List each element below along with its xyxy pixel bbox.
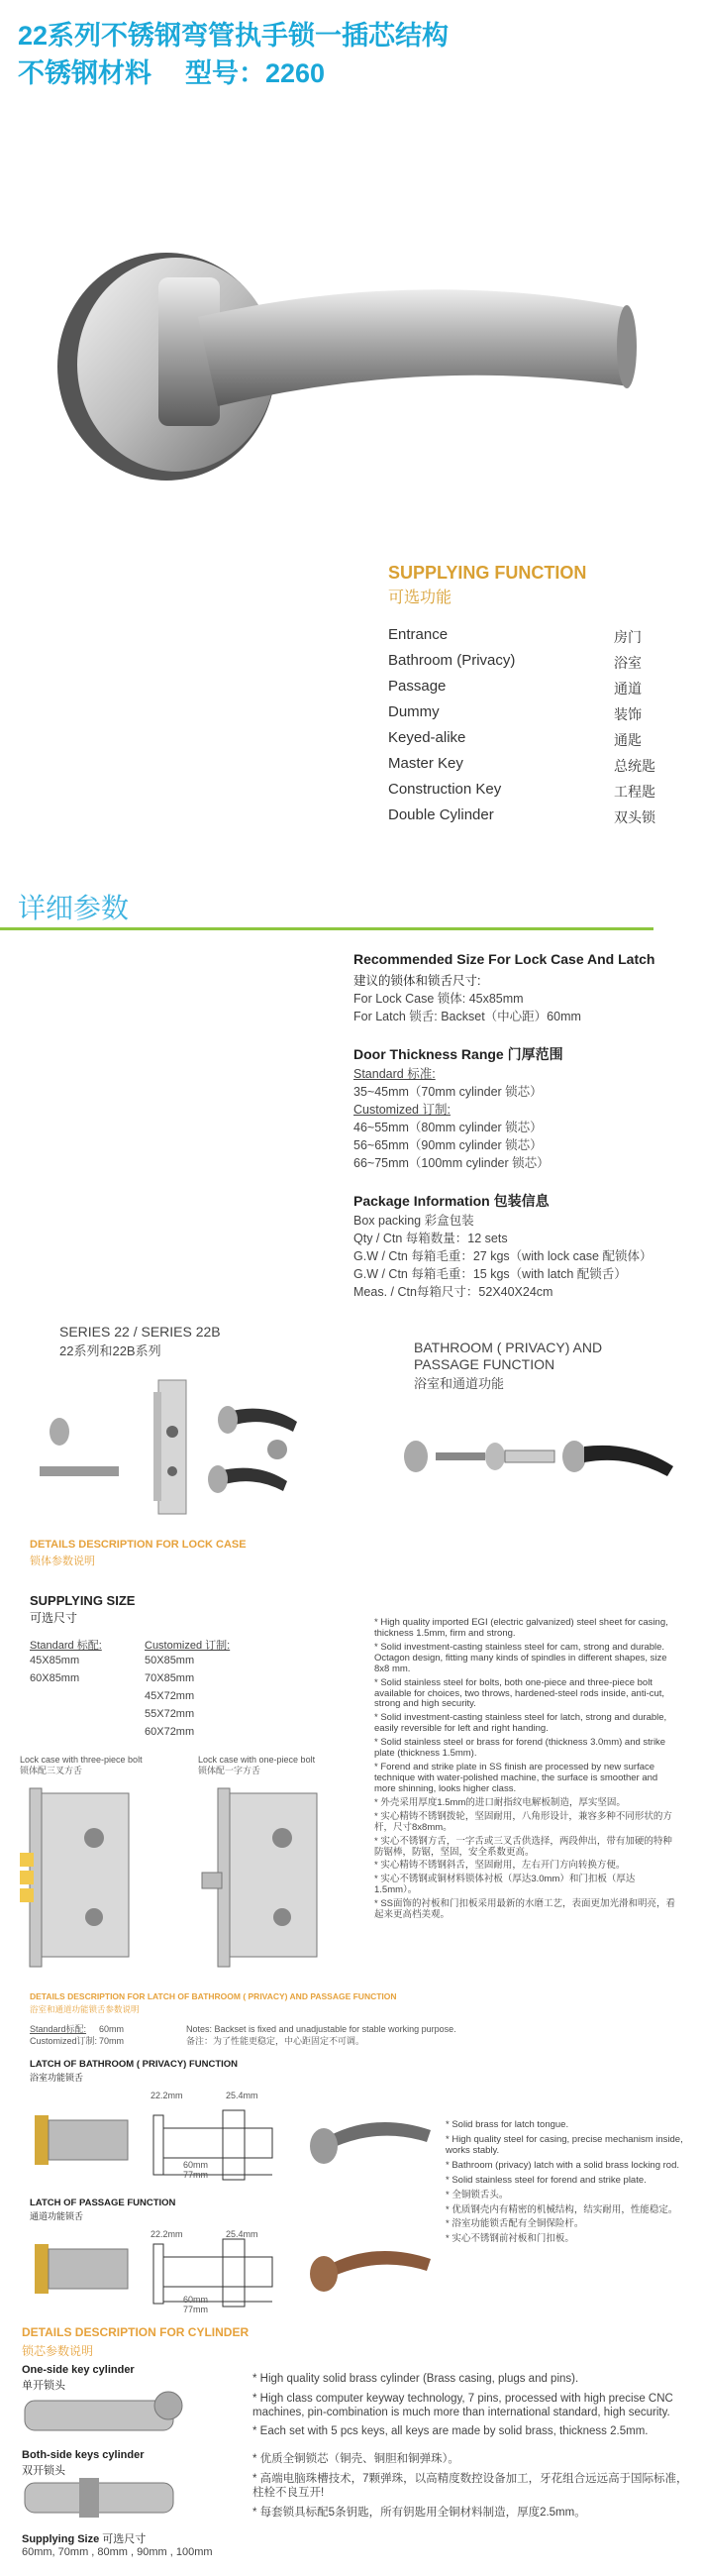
latch-title: DETAILS DESCRIPTION FOR LATCH OF BATHROOM ( PRIVACY) AND PASSAGE FUNCTION xyxy=(30,1991,397,2001)
bullet: * 浴室功能锁舌配有全铜保险杆。 xyxy=(446,2218,584,2230)
caption-zh: 锁体配一字方舌 xyxy=(198,1765,261,1775)
door-standard-value: 35~45mm（70mm cylinder 锁芯） xyxy=(353,1085,543,1099)
dim-label: 77mm xyxy=(183,2305,209,2314)
bullet: * Solid brass for latch tongue. xyxy=(446,2119,569,2130)
bullet: * High class computer keyway technology, 7 pins, processed with high precise CNC machines, pin-combination is much more than international standard, high security. xyxy=(252,2392,673,2418)
function-item-zh: 总统匙 xyxy=(614,758,655,774)
lockcase-title: DETAILS DESCRIPTION FOR LOCK CASE xyxy=(30,1539,247,1551)
bullet: * Solid investment-casting stainless steel for latch, strong and durable, easily reversible for left and right handing. xyxy=(374,1712,667,1735)
lockcase-cust-size: 70X85mm xyxy=(145,1672,195,1684)
exploded-view-bathroom-passage xyxy=(396,1407,683,1516)
supplying-function-title-zh: 可选功能 xyxy=(388,590,452,606)
material-label: 不锈钢材料 xyxy=(18,58,151,88)
bullet: * 全铜锁舌头。 xyxy=(446,2189,509,2200)
package-line: Meas. / Ctn每箱尺寸：52X40X24cm xyxy=(353,1285,553,1299)
recommended-line: For Latch 锁舌: Backset（中心距）60mm xyxy=(353,1010,581,1023)
cylinder-bullets xyxy=(252,2373,688,2525)
bullet: * Bathroom (privacy) latch with a solid brass locking rod. xyxy=(446,2159,680,2171)
bullet: * 实心不锈钢或铜材料锁体衬板（厚达3.0mm）和门扣板（厚达1.5mm）。 xyxy=(374,1874,636,1896)
lockcase-std-label: Standard 标配: xyxy=(30,1640,102,1652)
latch-std-value: 60mm xyxy=(99,2024,125,2034)
lockcase-cust-size: 50X85mm xyxy=(145,1655,195,1666)
function-item-en: Passage xyxy=(388,678,447,695)
exploded-view-series-22 xyxy=(30,1372,327,1521)
function-item-en: Keyed-alike xyxy=(388,729,466,746)
lockcase-one-piece-caption xyxy=(198,1755,366,1776)
supplying-function-title: SUPPLYING FUNCTION xyxy=(388,563,587,583)
lockcase-one-piece-image xyxy=(198,1783,337,1972)
package-line: G.W / Ctn 每箱毛重：27 kgs（with lock case 配锁体） xyxy=(353,1249,653,1263)
function-item-zh: 通道 xyxy=(614,681,642,697)
both-side-cylinder-image xyxy=(20,2473,198,2522)
recommended-size-subtitle: 建议的锁体和锁舌尺寸: xyxy=(353,974,481,988)
package-line: G.W / Ctn 每箱毛重：15 kgs（with latch 配锁舌） xyxy=(353,1267,627,1281)
cylinder-title-zh: 锁芯参数说明 xyxy=(22,2344,94,2358)
bathroom-latch-title: LATCH OF BATHROOM ( PRIVACY) FUNCTION xyxy=(30,2059,239,2070)
latch-bullets xyxy=(446,2120,683,2249)
bullet: * High quality solid brass cylinder (Brass casing, plugs and pins). xyxy=(252,2373,579,2385)
bathroom-passage-title-zh: 浴室和通道功能 xyxy=(414,1376,505,1391)
bullet: * High quality steel for casing, precise mechanism inside, works stably. xyxy=(446,2133,683,2156)
dim-label: 22.2mm xyxy=(151,2091,183,2100)
recommended-line: For Lock Case 锁体: 45x85mm xyxy=(353,992,524,1006)
cylinder-size-line xyxy=(22,2530,146,2546)
lever-handle-image xyxy=(50,238,663,495)
lockcase-cust-size: 60X72mm xyxy=(145,1726,195,1738)
bullet: * 外壳采用厚度1.5mm的进口耐指纹电解板制造，厚实坚固。 xyxy=(374,1796,626,1808)
door-thickness-title: Door Thickness Range 门厚范围 xyxy=(353,1046,563,1062)
door-standard-label: Standard 标准: xyxy=(353,1067,436,1081)
bullet: * 实心不锈钢前衬板和门扣板。 xyxy=(446,2233,574,2245)
lockcase-cust-size: 55X72mm xyxy=(145,1708,195,1720)
door-custom-label: Customized 订制: xyxy=(353,1103,451,1117)
caption-en: Lock case with three-piece bolt xyxy=(20,1755,143,1765)
bathroom-latch-title-zh: 浴室功能锁舌 xyxy=(30,2073,84,2083)
bullet: * Solid stainless steel for bolts, both one-piece and three-piece bolt available for choices, two throws, hardened-steel rods inside, anti-cut, strong and high security. xyxy=(374,1676,665,1710)
caption-en: Lock case with one-piece bolt xyxy=(198,1755,316,1765)
lockcase-cust-label: Customized 订制: xyxy=(145,1640,231,1652)
bullet: * 每套锁具标配5条钥匙，所有钥匙用全铜材料制造，厚度2.5mm。 xyxy=(252,2506,586,2519)
passage-latch-title: LATCH OF PASSAGE FUNCTION xyxy=(30,2198,176,2208)
bullet: * 优质全铜锁芯（铜壳、铜胆和铜弹珠）。 xyxy=(252,2453,459,2466)
dim-label: 60mm xyxy=(183,2295,209,2305)
cylinder-size-label-zh: 可选尺寸 xyxy=(102,2533,147,2545)
function-item-en: Master Key xyxy=(388,755,463,772)
bullet: * 实心精铸不锈钢斜舌，坚固耐用，左右开门方向转换方便。 xyxy=(374,1860,626,1872)
dim-label: 60mm xyxy=(183,2160,209,2170)
function-item-zh: 工程匙 xyxy=(614,784,655,800)
function-item-zh: 双头锁 xyxy=(614,809,655,825)
latch-std-label: Standard标配: xyxy=(30,2024,87,2034)
both-side-cylinder-title-zh: 双开锁头 xyxy=(22,2465,65,2477)
lockcase-cust-size: 45X72mm xyxy=(145,1690,195,1702)
bathroom-passage-title-1: BATHROOM ( PRIVACY) AND xyxy=(414,1340,603,1355)
door-custom-value: 66~75mm（100mm cylinder 锁芯） xyxy=(353,1156,550,1170)
series-title-zh: 22系列和22B系列 xyxy=(59,1343,161,1358)
passage-latch-title-zh: 通道功能锁舌 xyxy=(30,2211,84,2221)
one-side-cylinder-title: One-side key cylinder xyxy=(22,2364,135,2376)
door-custom-value: 46~55mm（80mm cylinder 锁芯） xyxy=(353,1121,543,1134)
bathroom-latch-image xyxy=(25,2091,441,2190)
material-model-line xyxy=(18,52,325,90)
function-item-en: Double Cylinder xyxy=(388,806,494,823)
bullet: * 高端电脑珠槽技术，7颗弹珠，以高精度数控设备加工，牙花组合远远高于国际标准，柱栓不良互开! xyxy=(252,2472,688,2499)
bullet: * Solid stainless steel for forend and strike plate. xyxy=(446,2174,647,2186)
latch-note: Notes: Backset is fixed and unadjustable for stable working purpose. xyxy=(186,2024,456,2034)
latch-note-zh: 备注：为了性能更稳定，中心距固定不可调。 xyxy=(186,2036,365,2046)
model-label: 型号： xyxy=(185,58,265,88)
dim-label: 77mm xyxy=(183,2170,209,2180)
door-custom-value: 56~65mm（90mm cylinder 锁芯） xyxy=(353,1138,543,1152)
cylinder-size-label: Supplying Size xyxy=(22,2533,100,2545)
lockcase-three-piece-image xyxy=(20,1783,158,1972)
bullet: * Solid stainless steel or brass for forend (thickness 3.0mm) and strike plate (thickness 1.5mm). xyxy=(374,1737,666,1760)
divider xyxy=(0,927,653,930)
cylinder-title: DETAILS DESCRIPTION FOR CYLINDER xyxy=(22,2325,250,2339)
function-item-en: Entrance xyxy=(388,626,449,643)
latch-cust-label: Customized订制: xyxy=(30,2036,98,2046)
bullet: * Each set with 5 pcs keys, all keys are made by solid brass, thickness 2.5mm. xyxy=(252,2425,649,2438)
one-side-cylinder-title-zh: 单开锁头 xyxy=(22,2380,65,2392)
dim-label: 25.4mm xyxy=(226,2229,258,2239)
bullet: * Solid investment-casting stainless steel for cam, strong and durable. Octagon design, fitting many kinds of spindles in different shapes, size 8x8 mm. xyxy=(374,1641,667,1674)
function-item-en: Construction Key xyxy=(388,781,502,798)
function-item-zh: 通匙 xyxy=(614,732,642,748)
details-heading: 详细参数 xyxy=(18,893,130,923)
bullet: * 实心不锈钢方舌，一字舌或三叉舌供选择，两段伸出，带有加硬的特种防锯棒，防锯，坚固，安全系数更高。 xyxy=(374,1835,672,1858)
lockcase-three-piece-caption xyxy=(20,1755,188,1776)
function-item-en: Dummy xyxy=(388,703,440,720)
model-number: 2260 xyxy=(265,58,326,88)
lockcase-std-size: 45X85mm xyxy=(30,1655,80,1666)
bullet: * High quality imported EGI (electric galvanized) steel sheet for casing, thickness 1.5mm, firm and strong. xyxy=(374,1617,668,1639)
dim-label: 22.2mm xyxy=(151,2229,183,2239)
dim-label: 25.4mm xyxy=(226,2091,258,2100)
function-item-zh: 浴室 xyxy=(614,655,642,671)
bullet: * Forend and strike plate in SS finish are processed by new surface technique with water-polished machine, the surface is smoother and more shinning, looks higher class. xyxy=(374,1762,658,1794)
latch-cust-value: 70mm xyxy=(99,2036,125,2046)
package-line: Box packing 彩盒包装 xyxy=(353,1214,474,1228)
bullet: * 优质钢壳内有精密的机械结构，结实耐用，性能稳定。 xyxy=(446,2203,678,2215)
lockcase-bullets xyxy=(374,1618,676,1924)
series-title: SERIES 22 / SERIES 22B xyxy=(59,1324,221,1340)
supplying-size-title-zh: 可选尺寸 xyxy=(30,1611,78,1625)
lockcase-std-size: 60X85mm xyxy=(30,1672,80,1684)
package-line: Qty / Ctn 每箱数量：12 sets xyxy=(353,1232,508,1245)
function-item-en: Bathroom (Privacy) xyxy=(388,652,516,669)
latch-title-zh: 浴室和通道功能锁舌参数说明 xyxy=(30,2004,140,2014)
function-item-zh: 装饰 xyxy=(614,706,642,722)
one-side-cylinder-image xyxy=(20,2386,198,2445)
function-item-zh: 房门 xyxy=(614,629,642,645)
bullet: * 实心精铸不锈钢拨轮，坚固耐用，八角形设计，兼容多种不同形状的方杆，尺寸8x8mm。 xyxy=(374,1810,672,1833)
recommended-size-title: Recommended Size For Lock Case And Latch xyxy=(353,951,655,967)
cylinder-sizes: 60mm, 70mm , 80mm , 90mm , 100mm xyxy=(22,2546,213,2558)
bathroom-passage-title-2: PASSAGE FUNCTION xyxy=(414,1356,555,1372)
package-info-title: Package Information 包装信息 xyxy=(353,1193,550,1209)
both-side-cylinder-title: Both-side keys cylinder xyxy=(22,2449,145,2461)
supplying-size-title: SUPPLYING SIZE xyxy=(30,1593,136,1608)
caption-zh: 锁体配三叉方舌 xyxy=(20,1765,83,1775)
lockcase-title-zh: 锁体参数说明 xyxy=(30,1556,95,1567)
bullet: * SS面饰的衬板和门扣板采用最新的水磨工艺，表面更加光滑和明亮，看起来更高档美观。 xyxy=(374,1898,676,1921)
page-title: 22系列不锈钢弯管执手锁一插芯结构 xyxy=(18,21,450,51)
